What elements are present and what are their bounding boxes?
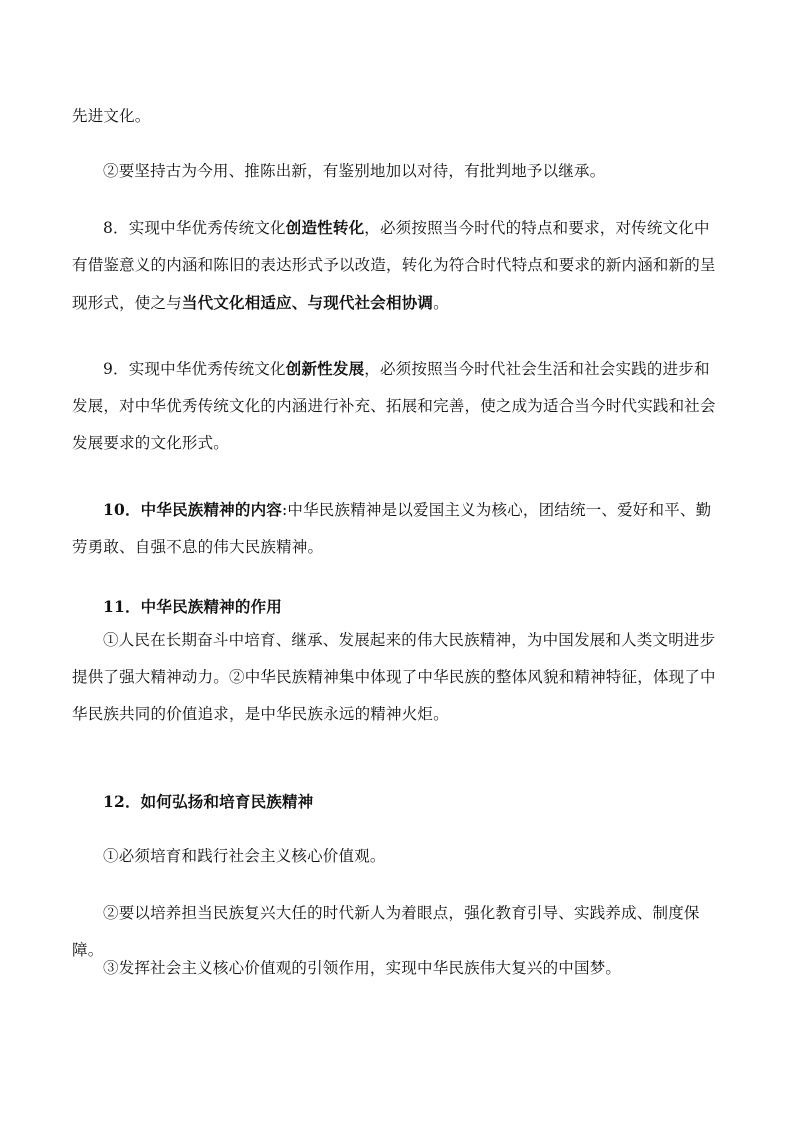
emphasis-text: 当代文化相适应、与现代社会相协调 [181, 293, 434, 312]
paragraph-text: ，必须按照当今时代社会生活和社会实践的进步和发展，对中华优秀传统文化的内涵进行补充、拓展和完善，使之成为适合当今时代实践和社会发展要求的文化形式。 [72, 360, 716, 452]
paragraph-text: ①人民在长期奋斗中培育、继承、发展起来的伟大民族精神，为中国发展和人类文明进步提供了强大精神动力。②中华民族精神集中体现了中华民族的整体风貌和精神特征，体现了中华民族共同的价值追求，是中华民族永远的精神火炬。 [72, 631, 716, 723]
paragraph-text: ①必须培育和践行社会主义核心价值观。 [103, 847, 386, 865]
paragraph-text: ②要坚持古为今用、推陈出新，有鉴别地加以对待，有批判地予以继承。 [103, 162, 606, 180]
section-heading: 10．中华民族精神的内容 [103, 500, 282, 519]
section-heading-11 [72, 588, 722, 625]
section-heading-12 [72, 783, 722, 820]
paragraph-point-11-body [72, 622, 722, 733]
paragraph-text: ③发挥社会主义核心价值观的引领作用，实现中华民族伟大复兴的中国梦。 [103, 959, 622, 977]
paragraph-text: ②要以培养担当民族复兴大任的时代新人为着眼点，强化教育引导、实践养成、制度保障。 [72, 904, 700, 959]
emphasis-text: 创造性转化 [285, 218, 365, 237]
paragraph-item-12-3 [72, 950, 722, 987]
section-heading: 12．如何弘扬和培育民族精神 [103, 792, 314, 811]
paragraph-text: ，必须按照当今时代的特点和要求，对传统文化中有借鉴意义的内涵和陈旧的表达形式予以改造，转化为符合时代特点和要求的新内涵和新的呈现形式，使之与 [72, 219, 716, 312]
paragraph-point-9 [72, 350, 722, 462]
paragraph-continuation [72, 98, 722, 135]
paragraph-text: 8．实现中华优秀传统文化 [103, 219, 286, 237]
paragraph-point-8 [72, 209, 722, 322]
paragraph-text: 。 [433, 294, 449, 312]
paragraph-text: 先进文化。 [72, 107, 151, 125]
paragraph-item-12-1 [72, 838, 722, 875]
paragraph-point-10 [72, 491, 722, 566]
paragraph-item-2 [72, 153, 722, 190]
paragraph-text: 9．实现中华优秀传统文化 [103, 360, 286, 378]
section-heading: 11．中华民族精神的作用 [103, 597, 282, 616]
paragraph-text: :中华民族精神是以爱国主义为核心，团结统一、爱好和平、勤劳勇敢、自强不息的伟大民族精神。 [72, 501, 712, 556]
emphasis-text: 创新性发展 [285, 359, 365, 378]
